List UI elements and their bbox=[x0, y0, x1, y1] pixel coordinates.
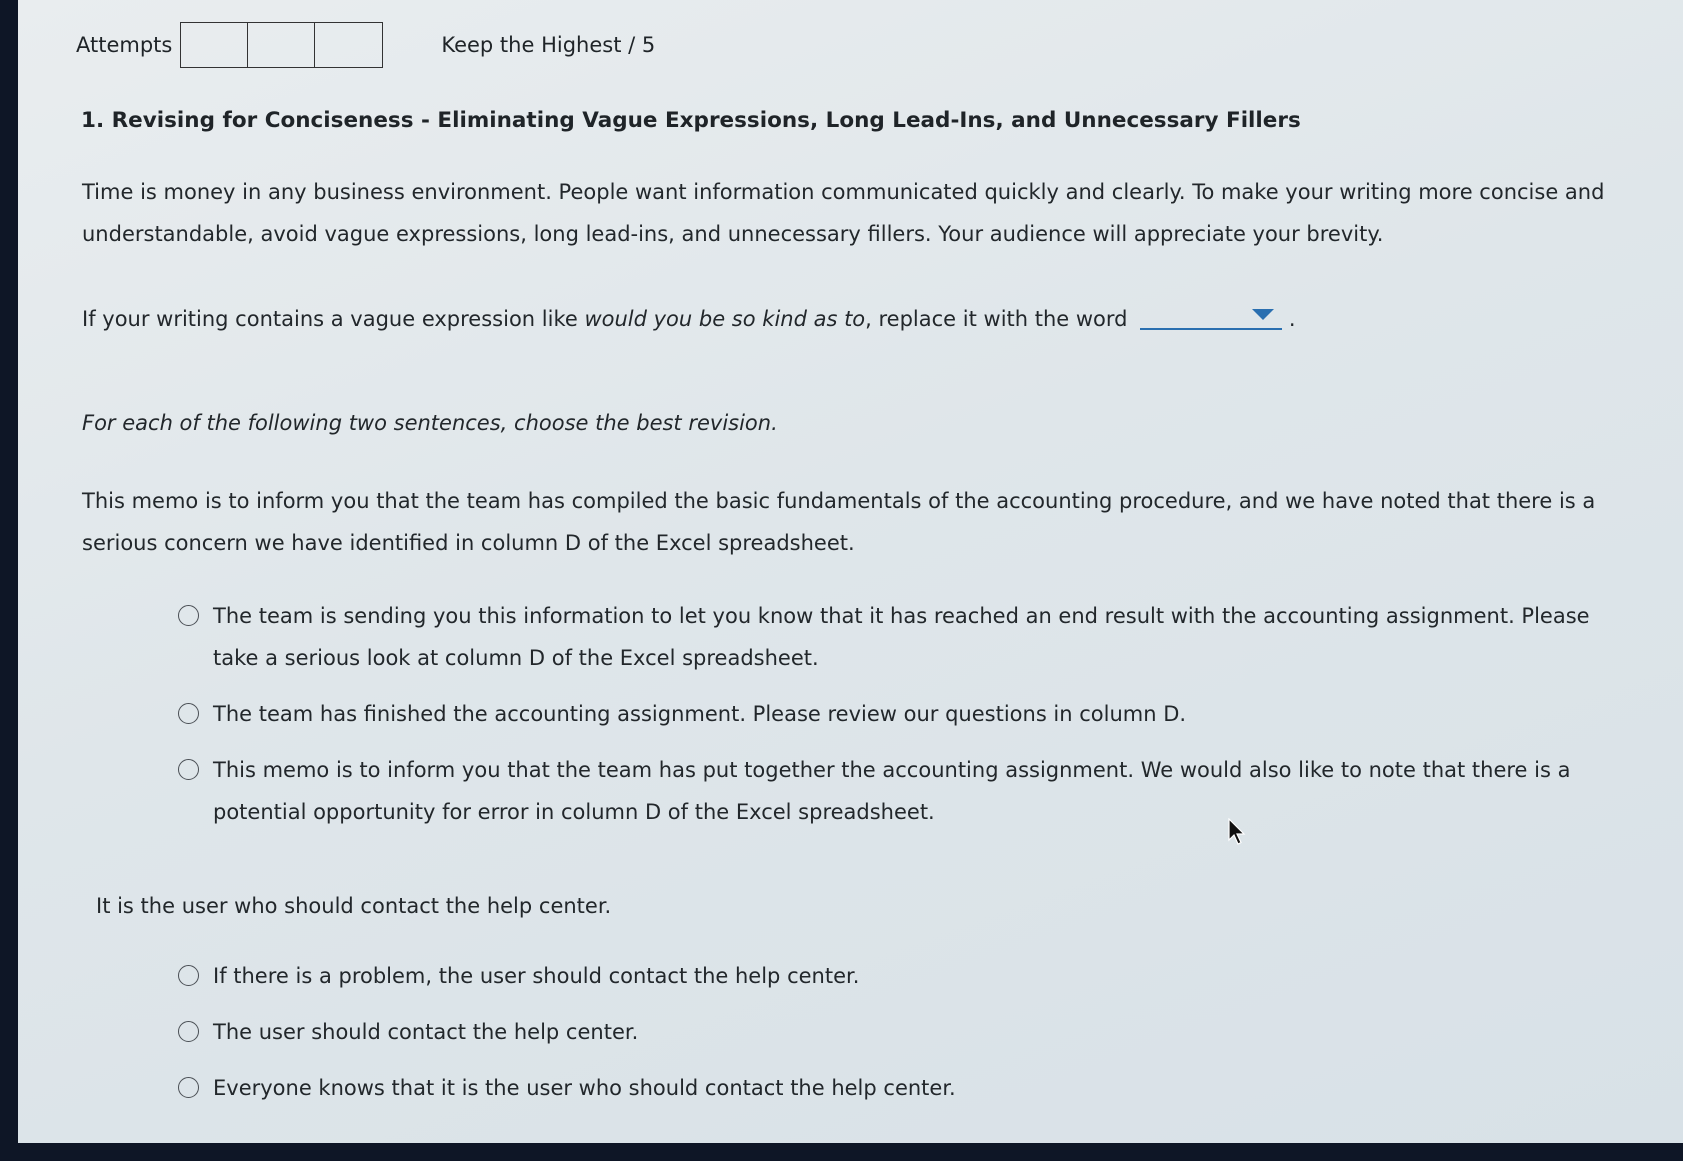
sentence-2-options bbox=[178, 955, 1618, 1123]
attempt-box-1 bbox=[181, 23, 248, 67]
attempt-boxes bbox=[180, 22, 383, 68]
option-label: This memo is to inform you that the team has put together the accounting assignment. We would also like to note that there is a potential opportunity for error in column D of the Excel spreadsheet. bbox=[213, 758, 1571, 824]
question-title: 1. Revising for Conciseness - Eliminating Vague Expressions, Long Lead-Ins, and Unnecessary Fillers bbox=[81, 108, 1301, 133]
fill-text-end: . bbox=[1288, 307, 1296, 331]
attempt-box-2 bbox=[248, 23, 315, 67]
sentence-2-prompt: It is the user who should contact the help center. bbox=[96, 894, 612, 918]
sentence-1-prompt: This memo is to inform you that the team has compiled the basic fundamentals of the accounting procedure, and we have noted that there is a serious concern we have identified in column D of the Excel spreadsheet. bbox=[82, 489, 1596, 555]
radio-button[interactable] bbox=[178, 1021, 199, 1042]
radio-button[interactable] bbox=[178, 1077, 199, 1098]
option-label: The user should contact the help center. bbox=[213, 1020, 639, 1044]
fill-text-italic: would you be so kind as to bbox=[584, 307, 866, 331]
fill-in-sentence bbox=[82, 298, 1642, 340]
sentence-2-option-b[interactable] bbox=[178, 1011, 1618, 1053]
attempts-row bbox=[76, 22, 655, 68]
attempt-box-3 bbox=[315, 23, 382, 67]
option-label: The team is sending you this information to let you know that it has reached an end result with the accounting assignment. Please take a serious look at column D of the Excel spreadsheet. bbox=[213, 604, 1590, 670]
sentence-1-option-b[interactable] bbox=[178, 693, 1618, 735]
option-label: The team has finished the accounting assignment. Please review our questions in column D. bbox=[213, 702, 1187, 726]
fill-text-before: If your writing contains a vague expression like bbox=[82, 307, 585, 331]
instruction-text: For each of the following two sentences, choose the best revision. bbox=[82, 411, 778, 435]
chevron-down-icon bbox=[1252, 309, 1274, 320]
question-intro: Time is money in any business environment. People want information communicated quickly and clearly. To make your writing more concise and understandable, avoid vague expressions, long lead-ins, and unnecessary fillers. Your audience will appreciate your brevity. bbox=[82, 180, 1605, 246]
assignment-page bbox=[18, 0, 1683, 1143]
sentence-1-option-a[interactable] bbox=[178, 595, 1618, 679]
option-label: Everyone knows that it is the user who should contact the help center. bbox=[213, 1076, 956, 1100]
mouse-cursor-icon bbox=[1228, 818, 1246, 846]
radio-button[interactable] bbox=[178, 759, 199, 780]
radio-button[interactable] bbox=[178, 703, 199, 724]
fill-text-after: , replace it with the word bbox=[865, 307, 1128, 331]
radio-button[interactable] bbox=[178, 965, 199, 986]
word-dropdown[interactable] bbox=[1140, 304, 1282, 330]
grading-policy: Keep the Highest / 5 bbox=[441, 33, 656, 57]
sentence-1-options bbox=[178, 595, 1618, 833]
sentence-1-option-c[interactable] bbox=[178, 749, 1618, 833]
radio-button[interactable] bbox=[178, 605, 199, 626]
attempts-label: Attempts bbox=[76, 33, 173, 57]
sentence-2-option-a[interactable] bbox=[178, 955, 1618, 997]
sentence-2-option-c[interactable] bbox=[178, 1067, 1618, 1109]
option-label: If there is a problem, the user should contact the help center. bbox=[213, 964, 860, 988]
